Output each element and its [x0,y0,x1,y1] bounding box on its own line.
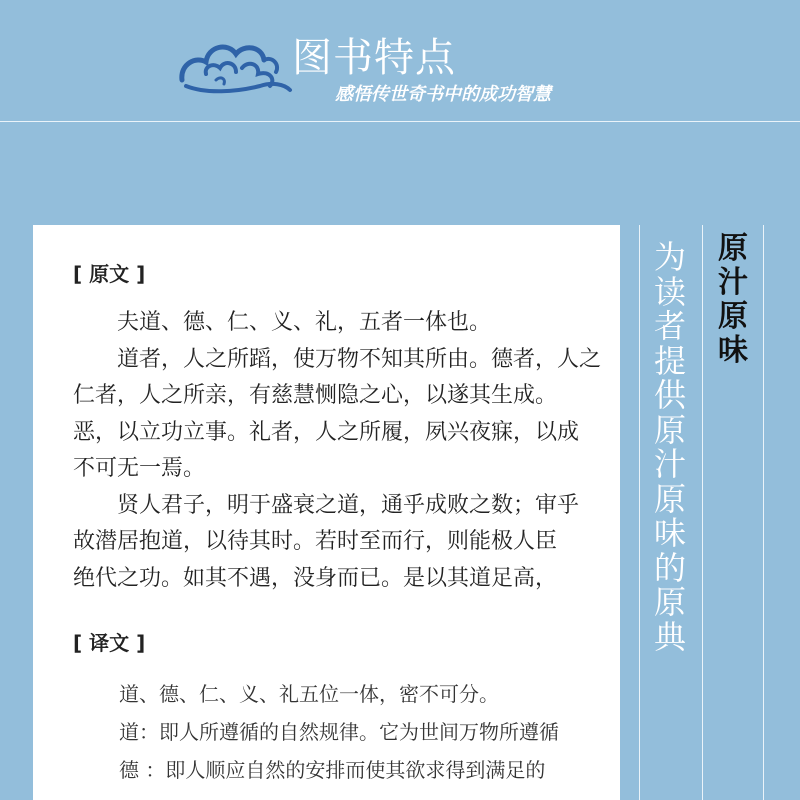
original-paragraph: 仁者，人之所亲，有慈慧恻隐之心，以遂其生成。 [73,383,558,408]
translation-text [73,675,620,789]
original-text [73,305,620,597]
original-paragraph: 贤人君子，明于盛衰之道，通乎成败之数；审乎 [117,492,580,518]
original-paragraph: 不可无一焉。 [73,456,206,481]
translation-paragraph: 德 ：即人顺应自然的安排而使其欲求得到满足的 [119,758,546,782]
original-paragraph: 夫道、德、仁、义、礼，五者一体也。 [117,310,492,335]
translation-paragraph: 道、德、仁、义、礼五位一体，密不可分。 [119,682,499,706]
original-paragraph: 道者，人之所蹈，使万物不知其所由。德者，人之 [117,346,602,372]
vertical-tagline: 原汁原味 [718,231,748,368]
page-subtitle: 感悟传世奇书中的成功智慧 [335,84,551,105]
column-divider [639,225,640,800]
column-divider [763,225,764,800]
header-banner [0,0,800,124]
original-paragraph: 绝代之功。如其不遇，没身而已。是以其道足高， [73,565,558,591]
text-panel [33,225,620,800]
column-divider [702,225,703,800]
original-paragraph: 故潜居抱道，以待其时。若时至而行，则能极人臣 [73,529,558,554]
translation-paragraph: 道：即人所遵循的自然规律。它为世间万物所遵循 [119,720,559,744]
original-text-tag: [ 原文 ] [73,262,146,286]
cloud-icon [176,34,294,100]
page-title: 图书特点 [292,35,456,81]
original-paragraph: 恶，以立功立事。礼者，人之所履，夙兴夜寐，以成 [73,419,580,445]
header-divider [0,121,800,122]
translation-tag: [ 译文 ] [73,631,146,655]
vertical-slogan: 为读者提供原汁原味的原典 [653,238,686,656]
